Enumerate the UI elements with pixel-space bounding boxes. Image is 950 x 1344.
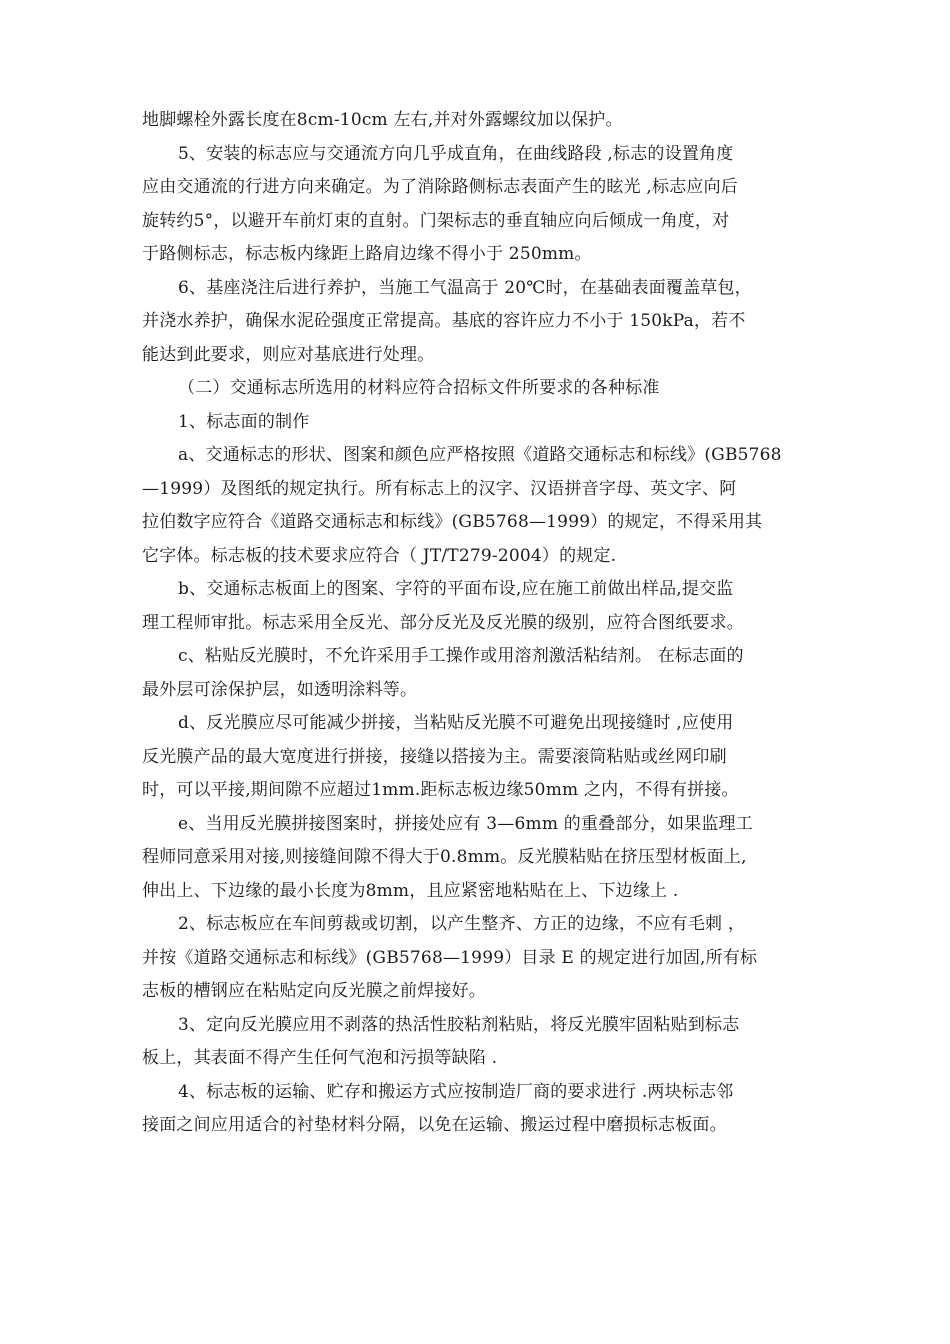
paragraph xyxy=(142,808,808,909)
text-line: d、反光膜应尽可能减少拼接，当粘贴反光膜不可避免出现接缝时 ,应使用 xyxy=(178,713,734,733)
paragraph xyxy=(142,104,808,138)
paragraph xyxy=(142,1076,808,1143)
text-line: 它字体。标志板的技术要求应符合（ JT/T279-2004）的规定. xyxy=(142,545,617,566)
text-line: 伸出上、下边缘的最小长度为8mm，且应紧密地粘贴在上、下边缘上 . xyxy=(142,880,679,901)
text-line: b、交通标志板面上的图案、字符的平面布设,应在施工前做出样品,提交监 xyxy=(178,579,734,599)
text-line: 地脚螺栓外露长度在8cm-10cm 左右,并对外露螺纹加以保护。 xyxy=(142,110,623,130)
paragraph xyxy=(142,138,808,272)
text-line: 旋转约5°，以避开车前灯束的直射。门架标志的垂直轴应向后倾成一角度，对 xyxy=(142,210,730,231)
text-line: 时，可以平接,期间隙不应超过1mm.距标志板边缘50mm 之内，不得有拼接。 xyxy=(142,780,739,800)
text-line: e、当用反光膜拼接图案时，拼接处应有 3—6mm 的重叠部分，如果监理工 xyxy=(178,813,753,834)
text-line: 程师同意采用对接,则接缝间隙不得大于0.8mm。反光膜粘贴在挤压型材板面上, xyxy=(142,847,747,867)
text-line: 志板的槽钢应在粘贴定向反光膜之前焊接好。 xyxy=(142,981,486,1001)
text-line: 4、标志板的运输、贮存和搬运方式应按制造厂商的要求进行 .两块标志邻 xyxy=(178,1081,734,1102)
paragraph xyxy=(142,272,808,373)
text-line: 接面之间应用适合的衬垫材料分隔，以免在运输、搬运过程中磨损标志板面。 xyxy=(142,1115,727,1135)
text-line: 反光膜产品的最大宽度进行拼接，接缝以搭接为主。需要滚筒粘贴或丝网印刷 xyxy=(142,746,727,767)
paragraph xyxy=(142,439,808,573)
text-line: 最外层可涂保护层，如透明涂料等。 xyxy=(142,679,418,700)
text-line: 3、定向反光膜应用不剥落的热活性胶粘剂粘贴，将反光膜牢固粘贴到标志 xyxy=(178,1014,740,1035)
text-line: c、粘贴反光膜时，不允许采用手工操作或用溶剂激活粘结剂。 在标志面的 xyxy=(178,646,744,666)
text-line: 板上，其表面不得产生任何气泡和污损等缺陷 . xyxy=(142,1048,498,1068)
text-line: 并浇水养护，确保水泥砼强度正常提高。基底的容许应力不小于 150kPa，若不 xyxy=(142,311,746,331)
text-line: 5、安装的标志应与交通流方向几乎成直角，在曲线路段 ,标志的设置角度 xyxy=(178,143,734,164)
paragraph xyxy=(142,406,808,440)
document-page xyxy=(142,104,808,1143)
paragraph xyxy=(142,908,808,1009)
paragraph xyxy=(142,640,808,707)
text-line: 拉伯数字应符合《道路交通标志和标线》(GB5768—1999）的规定，不得采用其 xyxy=(142,512,763,532)
text-line: 于路侧标志，标志板内缘距上路肩边缘不得小于 250mm。 xyxy=(142,244,592,264)
text-line: 1、标志面的制作 xyxy=(178,411,310,432)
paragraph xyxy=(142,573,808,640)
text-line: —1999）及图纸的规定执行。所有标志上的汉字、汉语拼音字母、英文字、阿 xyxy=(142,478,737,499)
text-line: 2、标志板应在车间剪裁或切割，以产生整齐、方正的边缘，不应有毛刺 ， xyxy=(178,914,746,934)
text-line: 理工程师审批。标志采用全反光、部分反光及反光膜的级别，应符合图纸要求。 xyxy=(142,612,744,633)
paragraph xyxy=(142,707,808,808)
text-line: 并按《道路交通标志和标线》(GB5768—1999）目录 E 的规定进行加固,所有标 xyxy=(142,947,758,968)
text-line: （二）交通标志所选用的材料应符合招标文件所要求的各种标准 xyxy=(178,378,660,398)
text-line: 能达到此要求，则应对基底进行处理。 xyxy=(142,344,435,365)
text-line: 应由交通流的行进方向来确定。为了消除路侧标志表面产生的眩光 ,标志应向后 xyxy=(142,177,739,197)
paragraph xyxy=(142,372,808,406)
text-line: 6、基座浇注后进行养护，当施工气温高于 20℃时，在基础表面覆盖草包， xyxy=(178,277,752,298)
paragraph xyxy=(142,1009,808,1076)
text-line: a、交通标志的形状、图案和颜色应严格按照《道路交通标志和标线》(GB5768 xyxy=(178,445,782,465)
